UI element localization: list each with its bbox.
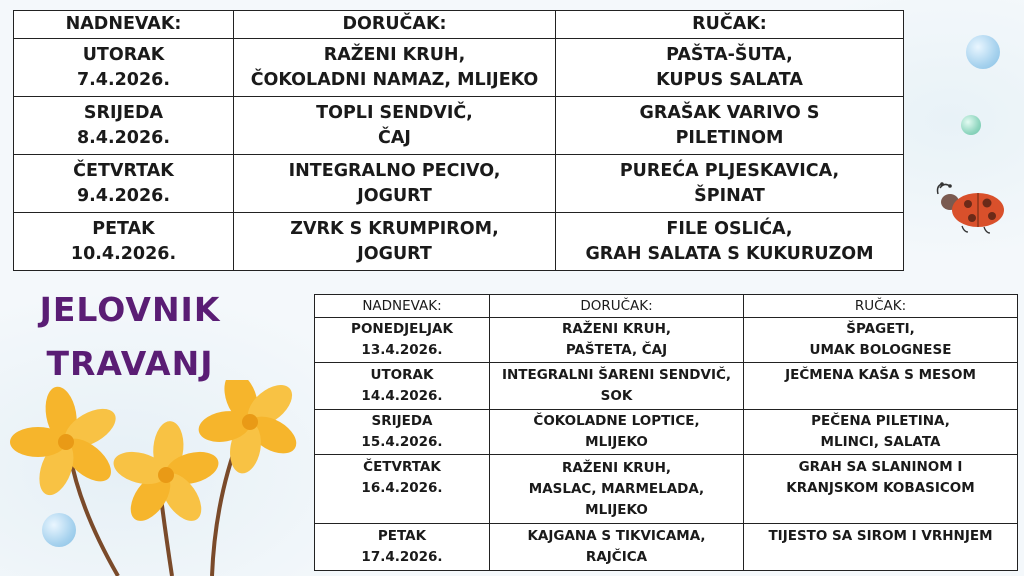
cell-lunch: JEČMENA KAŠA S MESOM (744, 363, 1018, 410)
header-breakfast: DORUČAK: (234, 11, 556, 39)
table-row (14, 213, 904, 271)
table-row (315, 455, 1018, 524)
table-row (315, 410, 1018, 455)
table-row (14, 39, 904, 97)
cell-lunch: PEČENA PILETINA, MLINCI, SALATA (744, 410, 1018, 455)
cell-date: SRIJEDA 15.4.2026. (315, 410, 490, 455)
cell-lunch: GRAH SA SLANINOM I KRANJSKOM KOBASICOM (744, 455, 1018, 524)
header-lunch: RUČAK: (744, 295, 1018, 318)
table-row (14, 155, 904, 213)
bubble-icon (966, 35, 1000, 69)
cell-date: PETAK 17.4.2026. (315, 524, 490, 571)
cell-breakfast: RAŽENI KRUH, PAŠTETA, ČAJ (490, 318, 744, 363)
cell-lunch: ŠPAGETI, UMAK BOLOGNESE (744, 318, 1018, 363)
cell-breakfast: INTEGRALNI ŠARENI SENDVIČ, SOK (490, 363, 744, 410)
cell-date: UTORAK 7.4.2026. (14, 39, 234, 97)
title-line-2: TRAVANJ (46, 344, 214, 383)
cell-date: PONEDJELJAK 13.4.2026. (315, 318, 490, 363)
header-date: NADNEVAK: (14, 11, 234, 39)
table-header-row (14, 11, 904, 39)
table-header-row (315, 295, 1018, 318)
cell-date: SRIJEDA 8.4.2026. (14, 97, 234, 155)
bubble-icon (961, 115, 981, 135)
ladybug-icon (932, 178, 1012, 238)
cell-lunch: GRAŠAK VARIVO S PILETINOM (556, 97, 904, 155)
cell-date: ČETVRTAK 16.4.2026. (315, 455, 490, 524)
cell-breakfast: RAŽENI KRUH, ČOKOLADNI NAMAZ, MLIJEKO (234, 39, 556, 97)
cell-breakfast: RAŽENI KRUH, MASLAC, MARMELADA, MLIJEKO (490, 455, 744, 524)
table-row (315, 318, 1018, 363)
page-title (30, 283, 230, 391)
table-row (315, 363, 1018, 410)
cell-lunch: PUREĆA PLJESKAVICA, ŠPINAT (556, 155, 904, 213)
header-breakfast: DORUČAK: (490, 295, 744, 318)
menu-table-week2 (314, 294, 1018, 571)
flowers-illustration (0, 380, 320, 576)
cell-date: UTORAK 14.4.2026. (315, 363, 490, 410)
cell-breakfast: TOPLI SENDVIČ, ČAJ (234, 97, 556, 155)
cell-breakfast: ZVRK S KRUMPIROM, JOGURT (234, 213, 556, 271)
table-row (315, 524, 1018, 571)
cell-date: ČETVRTAK 9.4.2026. (14, 155, 234, 213)
title-line-1: JELOVNIK (39, 290, 221, 329)
cell-lunch: FILE OSLIĆA, GRAH SALATA S KUKURUZOM (556, 213, 904, 271)
header-date: NADNEVAK: (315, 295, 490, 318)
cell-breakfast: INTEGRALNO PECIVO, JOGURT (234, 155, 556, 213)
table-row (14, 97, 904, 155)
cell-breakfast: KAJGANA S TIKVICAMA, RAJČICA (490, 524, 744, 571)
cell-lunch: TIJESTO SA SIROM I VRHNJEM (744, 524, 1018, 571)
menu-table-week1 (13, 10, 904, 271)
cell-lunch: PAŠTA-ŠUTA, KUPUS SALATA (556, 39, 904, 97)
header-lunch: RUČAK: (556, 11, 904, 39)
cell-breakfast: ČOKOLADNE LOPTICE, MLIJEKO (490, 410, 744, 455)
cell-date: PETAK 10.4.2026. (14, 213, 234, 271)
